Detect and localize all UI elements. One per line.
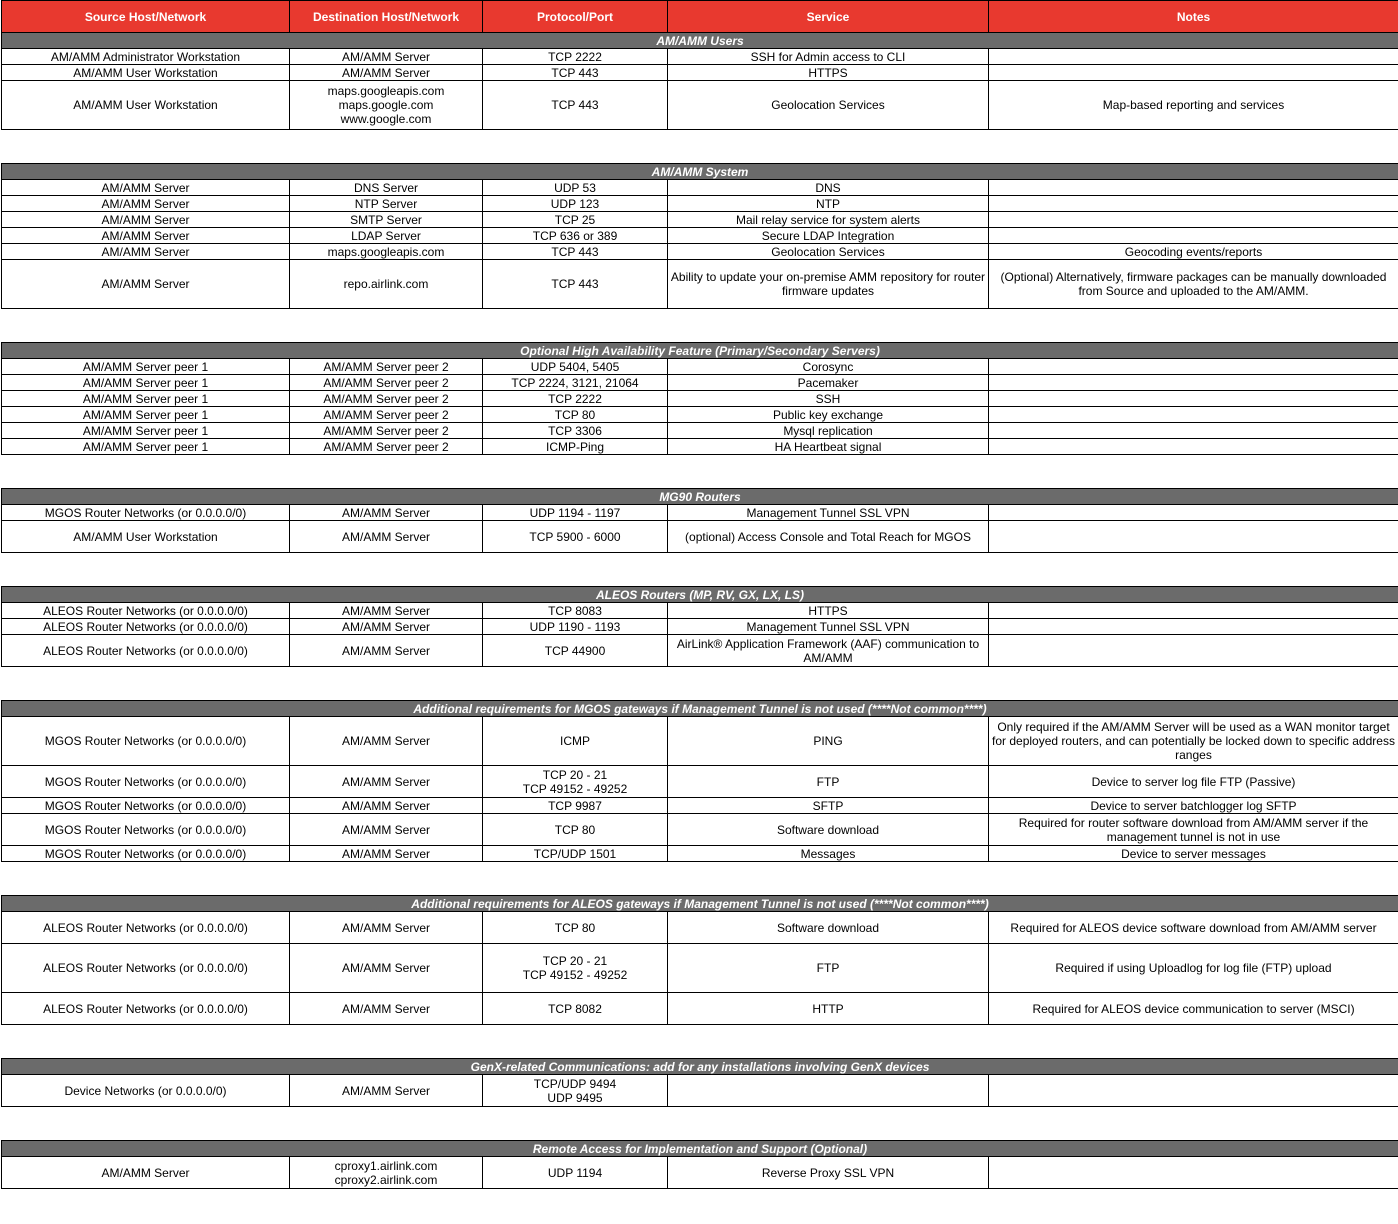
source-cell: AM/AMM Server: [2, 212, 290, 228]
section-title: Remote Access for Implementation and Support (Optional): [2, 1141, 1398, 1157]
destination-cell: AM/AMM Server peer 2: [290, 359, 483, 375]
service-cell: Management Tunnel SSL VPN: [668, 505, 989, 521]
service-cell: Public key exchange: [668, 407, 989, 423]
section-spacer-row: [2, 130, 1398, 164]
service-cell: [668, 1075, 989, 1107]
source-cell: MGOS Router Networks (or 0.0.0.0/0): [2, 717, 290, 766]
section-spacer-row: [2, 455, 1398, 489]
destination-cell: AM/AMM Server: [290, 521, 483, 553]
source-cell: AM/AMM User Workstation: [2, 521, 290, 553]
destination-cell: AM/AMM Server peer 2: [290, 375, 483, 391]
notes-cell: Required for ALEOS device communication to server (MSCI): [989, 993, 1398, 1025]
service-cell: Software download: [668, 912, 989, 944]
table-row: [2, 521, 1398, 553]
section-title: Additional requirements for MGOS gateways if Management Tunnel is not used (****Not common****): [2, 701, 1398, 717]
firewall-ports-table: [1, 0, 1398, 1189]
table-row: [2, 1157, 1398, 1189]
source-cell: AM/AMM Server peer 1: [2, 439, 290, 455]
section-header-row: [2, 343, 1398, 359]
destination-cell: AM/AMM Server: [290, 912, 483, 944]
notes-cell: Geocoding events/reports: [989, 244, 1398, 260]
destination-cell: AM/AMM Server peer 2: [290, 439, 483, 455]
source-cell: ALEOS Router Networks (or 0.0.0.0/0): [2, 603, 290, 619]
notes-cell: Required if using Uploadlog for log file (FTP) upload: [989, 944, 1398, 993]
notes-cell: [989, 65, 1398, 81]
spacer-cell: [2, 1025, 1398, 1059]
spacer-cell: [2, 553, 1398, 587]
header-protocol-port: Protocol/Port: [483, 1, 668, 33]
protocol-port-cell: UDP 1190 - 1193: [483, 619, 668, 635]
notes-cell: Map-based reporting and services: [989, 81, 1398, 130]
source-cell: Device Networks (or 0.0.0.0/0): [2, 1075, 290, 1107]
protocol-port-cell: TCP 443: [483, 244, 668, 260]
source-cell: AM/AMM Server peer 1: [2, 359, 290, 375]
section-header-row: [2, 33, 1398, 49]
notes-cell: Device to server messages: [989, 846, 1398, 862]
service-cell: NTP: [668, 196, 989, 212]
service-cell: HTTP: [668, 993, 989, 1025]
service-cell: FTP: [668, 944, 989, 993]
destination-cell: AM/AMM Server peer 2: [290, 391, 483, 407]
table-row: [2, 619, 1398, 635]
protocol-port-cell: TCP 2222: [483, 49, 668, 65]
notes-cell: [989, 196, 1398, 212]
service-cell: Ability to update your on-premise AMM repository for router firmware updates: [668, 260, 989, 309]
section-spacer-row: [2, 862, 1398, 896]
destination-cell: AM/AMM Server: [290, 766, 483, 798]
section-spacer-row: [2, 667, 1398, 701]
protocol-port-cell: TCP 80: [483, 912, 668, 944]
table-row: [2, 81, 1398, 130]
section-spacer-row: [2, 553, 1398, 587]
table-row: [2, 603, 1398, 619]
source-cell: AM/AMM Server: [2, 1157, 290, 1189]
header-destination: Destination Host/Network: [290, 1, 483, 33]
service-cell: SSH: [668, 391, 989, 407]
destination-cell: AM/AMM Server: [290, 603, 483, 619]
service-cell: (optional) Access Console and Total Reach for MGOS: [668, 521, 989, 553]
destination-cell: SMTP Server: [290, 212, 483, 228]
source-cell: AM/AMM Server: [2, 228, 290, 244]
destination-cell: DNS Server: [290, 180, 483, 196]
protocol-port-cell: TCP 80: [483, 407, 668, 423]
source-cell: AM/AMM Server: [2, 244, 290, 260]
section-title: AM/AMM System: [2, 164, 1398, 180]
spacer-cell: [2, 667, 1398, 701]
table-row: [2, 717, 1398, 766]
source-cell: MGOS Router Networks (or 0.0.0.0/0): [2, 505, 290, 521]
spacer-cell: [2, 309, 1398, 343]
destination-cell: AM/AMM Server peer 2: [290, 407, 483, 423]
notes-cell: [989, 1157, 1398, 1189]
protocol-port-cell: TCP 2222: [483, 391, 668, 407]
destination-cell: AM/AMM Server: [290, 1075, 483, 1107]
section-header-row: [2, 1059, 1398, 1075]
header-notes: Notes: [989, 1, 1398, 33]
table-row: [2, 798, 1398, 814]
table-row: [2, 65, 1398, 81]
notes-cell: [989, 228, 1398, 244]
protocol-port-cell: UDP 5404, 5405: [483, 359, 668, 375]
section-title: ALEOS Routers (MP, RV, GX, LX, LS): [2, 587, 1398, 603]
source-cell: AM/AMM Server peer 1: [2, 407, 290, 423]
protocol-port-cell: TCP 443: [483, 260, 668, 309]
destination-cell: cproxy1.airlink.com cproxy2.airlink.com: [290, 1157, 483, 1189]
table-row: [2, 196, 1398, 212]
protocol-port-cell: TCP 443: [483, 65, 668, 81]
service-cell: HTTPS: [668, 65, 989, 81]
protocol-port-cell: TCP 5900 - 6000: [483, 521, 668, 553]
destination-cell: AM/AMM Server: [290, 814, 483, 846]
notes-cell: [989, 505, 1398, 521]
notes-cell: [989, 359, 1398, 375]
service-cell: Geolocation Services: [668, 244, 989, 260]
service-cell: FTP: [668, 766, 989, 798]
notes-cell: [989, 635, 1398, 667]
notes-cell: [989, 180, 1398, 196]
notes-cell: [989, 603, 1398, 619]
protocol-port-cell: ICMP-Ping: [483, 439, 668, 455]
section-title: Optional High Availability Feature (Primary/Secondary Servers): [2, 343, 1398, 359]
source-cell: ALEOS Router Networks (or 0.0.0.0/0): [2, 993, 290, 1025]
destination-cell: maps.googleapis.com maps.google.com www.google.com: [290, 81, 483, 130]
section-spacer-row: [2, 309, 1398, 343]
table-row: [2, 814, 1398, 846]
protocol-port-cell: TCP 20 - 21 TCP 49152 - 49252: [483, 944, 668, 993]
destination-cell: AM/AMM Server peer 2: [290, 423, 483, 439]
service-cell: HTTPS: [668, 603, 989, 619]
service-cell: Secure LDAP Integration: [668, 228, 989, 244]
table-row: [2, 244, 1398, 260]
protocol-port-cell: ICMP: [483, 717, 668, 766]
notes-cell: [989, 407, 1398, 423]
service-cell: SFTP: [668, 798, 989, 814]
notes-cell: Required for ALEOS device software download from AM/AMM server: [989, 912, 1398, 944]
notes-cell: [989, 1075, 1398, 1107]
notes-cell: [989, 619, 1398, 635]
notes-cell: Only required if the AM/AMM Server will be used as a WAN monitor target for deployed routers, and can potentially be locked down to specific address ranges: [989, 717, 1398, 766]
notes-cell: [989, 49, 1398, 65]
protocol-port-cell: UDP 1194 - 1197: [483, 505, 668, 521]
header-service: Service: [668, 1, 989, 33]
table-row: [2, 180, 1398, 196]
source-cell: MGOS Router Networks (or 0.0.0.0/0): [2, 846, 290, 862]
source-cell: AM/AMM Server peer 1: [2, 423, 290, 439]
destination-cell: AM/AMM Server: [290, 505, 483, 521]
table-row: [2, 912, 1398, 944]
protocol-port-cell: TCP 443: [483, 81, 668, 130]
source-cell: ALEOS Router Networks (or 0.0.0.0/0): [2, 619, 290, 635]
destination-cell: LDAP Server: [290, 228, 483, 244]
protocol-port-cell: UDP 53: [483, 180, 668, 196]
table-row: [2, 228, 1398, 244]
section-header-row: [2, 164, 1398, 180]
source-cell: ALEOS Router Networks (or 0.0.0.0/0): [2, 944, 290, 993]
section-header-row: [2, 896, 1398, 912]
source-cell: MGOS Router Networks (or 0.0.0.0/0): [2, 766, 290, 798]
section-title: Additional requirements for ALEOS gateways if Management Tunnel is not used (****Not common****): [2, 896, 1398, 912]
table-row: [2, 846, 1398, 862]
protocol-port-cell: TCP 3306: [483, 423, 668, 439]
spacer-cell: [2, 862, 1398, 896]
protocol-port-cell: TCP/UDP 1501: [483, 846, 668, 862]
table-row: [2, 1075, 1398, 1107]
source-cell: MGOS Router Networks (or 0.0.0.0/0): [2, 814, 290, 846]
service-cell: DNS: [668, 180, 989, 196]
service-cell: Mail relay service for system alerts: [668, 212, 989, 228]
destination-cell: AM/AMM Server: [290, 717, 483, 766]
service-cell: Geolocation Services: [668, 81, 989, 130]
source-cell: ALEOS Router Networks (or 0.0.0.0/0): [2, 635, 290, 667]
table-body: [2, 33, 1398, 1189]
protocol-port-cell: TCP 9987: [483, 798, 668, 814]
table-row: [2, 993, 1398, 1025]
notes-cell: [989, 521, 1398, 553]
destination-cell: AM/AMM Server: [290, 944, 483, 993]
table-row: [2, 359, 1398, 375]
source-cell: AM/AMM Administrator Workstation: [2, 49, 290, 65]
source-cell: AM/AMM Server: [2, 196, 290, 212]
section-header-row: [2, 489, 1398, 505]
protocol-port-cell: TCP 44900: [483, 635, 668, 667]
table-row: [2, 423, 1398, 439]
notes-cell: [989, 423, 1398, 439]
destination-cell: NTP Server: [290, 196, 483, 212]
table-row: [2, 260, 1398, 309]
section-header-row: [2, 1141, 1398, 1157]
notes-cell: (Optional) Alternatively, firmware packages can be manually downloaded from Source and uploaded to the AM/AMM.: [989, 260, 1398, 309]
service-cell: Corosync: [668, 359, 989, 375]
protocol-port-cell: TCP/UDP 9494 UDP 9495: [483, 1075, 668, 1107]
table-row: [2, 766, 1398, 798]
header-source: Source Host/Network: [2, 1, 290, 33]
table-row: [2, 635, 1398, 667]
table-row: [2, 375, 1398, 391]
table-row: [2, 391, 1398, 407]
service-cell: Mysql replication: [668, 423, 989, 439]
destination-cell: AM/AMM Server: [290, 49, 483, 65]
protocol-port-cell: UDP 1194: [483, 1157, 668, 1189]
section-header-row: [2, 701, 1398, 717]
destination-cell: AM/AMM Server: [290, 846, 483, 862]
destination-cell: AM/AMM Server: [290, 619, 483, 635]
destination-cell: AM/AMM Server: [290, 798, 483, 814]
protocol-port-cell: TCP 20 - 21 TCP 49152 - 49252: [483, 766, 668, 798]
service-cell: Pacemaker: [668, 375, 989, 391]
table-row: [2, 944, 1398, 993]
notes-cell: [989, 375, 1398, 391]
spacer-cell: [2, 130, 1398, 164]
table-row: [2, 505, 1398, 521]
source-cell: AM/AMM Server: [2, 260, 290, 309]
spacer-cell: [2, 455, 1398, 489]
protocol-port-cell: TCP 25: [483, 212, 668, 228]
source-cell: ALEOS Router Networks (or 0.0.0.0/0): [2, 912, 290, 944]
section-title: MG90 Routers: [2, 489, 1398, 505]
notes-cell: Required for router software download from AM/AMM server if the management tunnel is not in use: [989, 814, 1398, 846]
source-cell: MGOS Router Networks (or 0.0.0.0/0): [2, 798, 290, 814]
source-cell: AM/AMM User Workstation: [2, 65, 290, 81]
source-cell: AM/AMM Server: [2, 180, 290, 196]
service-cell: PING: [668, 717, 989, 766]
destination-cell: AM/AMM Server: [290, 635, 483, 667]
header-row: [2, 1, 1398, 33]
source-cell: AM/AMM Server peer 1: [2, 375, 290, 391]
service-cell: Reverse Proxy SSL VPN: [668, 1157, 989, 1189]
service-cell: SSH for Admin access to CLI: [668, 49, 989, 65]
table-row: [2, 439, 1398, 455]
table-row: [2, 212, 1398, 228]
protocol-port-cell: TCP 636 or 389: [483, 228, 668, 244]
section-title: GenX-related Communications: add for any installations involving GenX devices: [2, 1059, 1398, 1075]
section-header-row: [2, 587, 1398, 603]
section-spacer-row: [2, 1025, 1398, 1059]
source-cell: AM/AMM User Workstation: [2, 81, 290, 130]
destination-cell: maps.googleapis.com: [290, 244, 483, 260]
source-cell: AM/AMM Server peer 1: [2, 391, 290, 407]
destination-cell: AM/AMM Server: [290, 993, 483, 1025]
notes-cell: [989, 391, 1398, 407]
service-cell: Management Tunnel SSL VPN: [668, 619, 989, 635]
service-cell: Software download: [668, 814, 989, 846]
destination-cell: repo.airlink.com: [290, 260, 483, 309]
table-row: [2, 49, 1398, 65]
service-cell: AirLink® Application Framework (AAF) communication to AM/AMM: [668, 635, 989, 667]
notes-cell: [989, 212, 1398, 228]
section-spacer-row: [2, 1107, 1398, 1141]
notes-cell: Device to server batchlogger log SFTP: [989, 798, 1398, 814]
table-row: [2, 407, 1398, 423]
spacer-cell: [2, 1107, 1398, 1141]
protocol-port-cell: TCP 80: [483, 814, 668, 846]
section-title: AM/AMM Users: [2, 33, 1398, 49]
protocol-port-cell: TCP 8082: [483, 993, 668, 1025]
protocol-port-cell: TCP 8083: [483, 603, 668, 619]
service-cell: Messages: [668, 846, 989, 862]
protocol-port-cell: TCP 2224, 3121, 21064: [483, 375, 668, 391]
notes-cell: [989, 439, 1398, 455]
service-cell: HA Heartbeat signal: [668, 439, 989, 455]
notes-cell: Device to server log file FTP (Passive): [989, 766, 1398, 798]
protocol-port-cell: UDP 123: [483, 196, 668, 212]
destination-cell: AM/AMM Server: [290, 65, 483, 81]
